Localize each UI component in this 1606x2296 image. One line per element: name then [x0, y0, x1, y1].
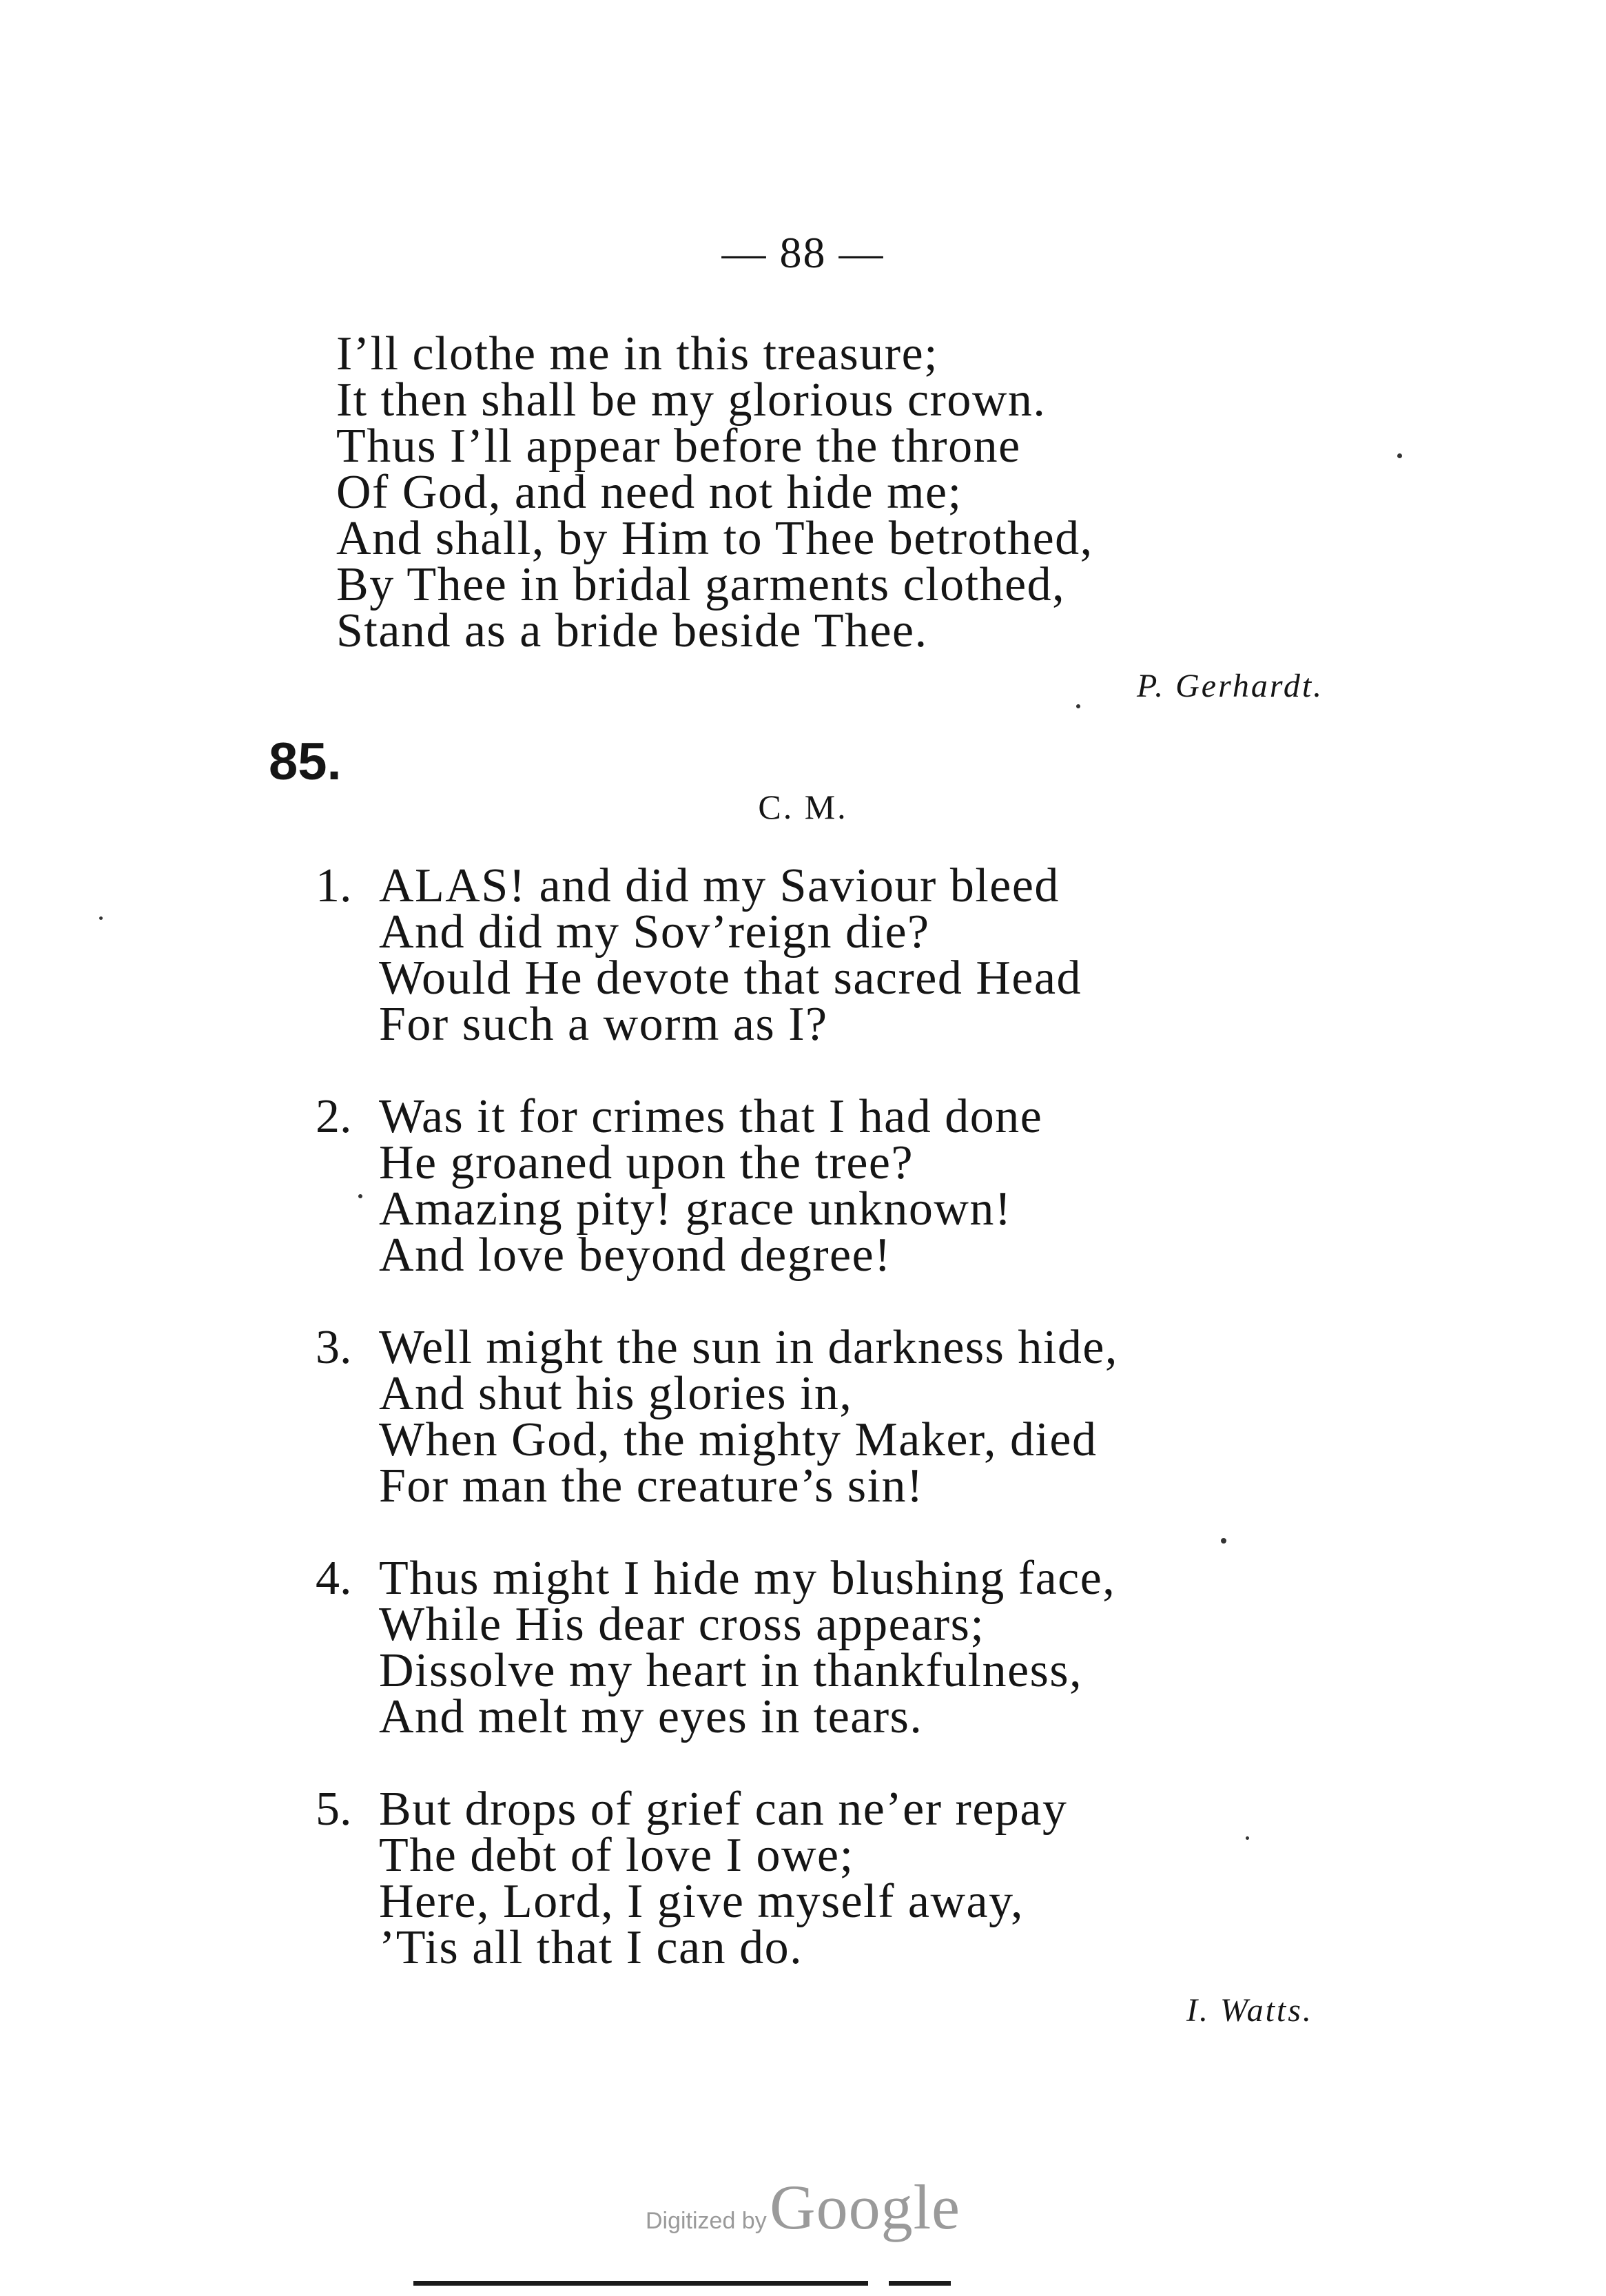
- scan-speck: [1076, 704, 1080, 708]
- verse-number: 1.: [316, 859, 352, 912]
- verse-line: Here, Lord, I give myself away,: [379, 1875, 1025, 1928]
- verse-number: 3.: [316, 1321, 352, 1374]
- verse-number: 4.: [316, 1552, 352, 1605]
- continuation-attribution: P. Gerhardt.: [1137, 668, 1324, 704]
- verse-line: And shut his glories in,: [379, 1367, 853, 1420]
- verse-line: The debt of love I owe;: [379, 1829, 854, 1882]
- stanza-line: And shall, by Him to Thee betrothed,: [336, 512, 1093, 565]
- verse-line: But drops of grief can ne’er repay: [379, 1783, 1068, 1836]
- page-edge-rule: [889, 2281, 951, 2286]
- scan-speck: [358, 1194, 362, 1198]
- watermark-prefix: Digitized by: [645, 2208, 767, 2234]
- verse-line: Thus might I hide my blushing face,: [379, 1552, 1116, 1605]
- verse-line: For such a worm as I?: [379, 998, 828, 1051]
- google-logo: Google: [770, 2172, 961, 2242]
- verse-line: He groaned upon the tree?: [379, 1136, 914, 1189]
- hymn-attribution: I. Watts.: [1186, 1992, 1313, 2029]
- stanza-line: By Thee in bridal garments clothed,: [336, 558, 1066, 611]
- verse-line: Would He devote that sacred Head: [379, 952, 1082, 1005]
- scan-speck: [1221, 1538, 1226, 1544]
- scan-speck: [1397, 453, 1402, 458]
- verse-line: And did my Sov’reign die?: [379, 905, 930, 959]
- verse-line: And love beyond degree!: [379, 1229, 892, 1282]
- verse-line: And melt my eyes in tears.: [379, 1690, 923, 1743]
- stanza-line: I’ll clothe me in this treasure;: [336, 327, 939, 380]
- scan-speck: [1246, 1836, 1249, 1840]
- page-number: — 88 —: [721, 228, 885, 277]
- verse-line: Dissolve my heart in thankfulness,: [379, 1644, 1083, 1697]
- verse-line: For man the creature’s sin!: [379, 1459, 924, 1513]
- verse-number: 5.: [316, 1783, 352, 1836]
- hymn-number: 85.: [269, 732, 342, 791]
- verse-line: Amazing pity! grace unknown!: [379, 1182, 1012, 1236]
- verse-line: Was it for crimes that I had done: [379, 1090, 1043, 1143]
- hymn-meter: C. M.: [758, 788, 848, 826]
- digitized-by-watermark: [0, 2171, 1606, 2244]
- verse-number: 2.: [316, 1090, 352, 1143]
- stanza-line: It then shall be my glorious crown.: [336, 373, 1047, 427]
- verse-line: ALAS! and did my Saviour bleed: [379, 859, 1060, 912]
- scan-speck: [99, 916, 103, 920]
- verse-line: ’Tis all that I can do.: [379, 1921, 803, 1974]
- stanza-line: Stand as a bride beside Thee.: [336, 604, 928, 657]
- verse-line: While His dear cross appears;: [379, 1598, 985, 1651]
- continuation-stanza: [336, 327, 1093, 657]
- verse-line: Well might the sun in darkness hide,: [379, 1321, 1118, 1374]
- stanza-line: Of God, and need not hide me;: [336, 466, 962, 519]
- verse-line: When God, the mighty Maker, died: [379, 1413, 1098, 1466]
- stanza-line: Thus I’ll appear before the throne: [336, 420, 1021, 473]
- page-edge-rule: [413, 2281, 868, 2286]
